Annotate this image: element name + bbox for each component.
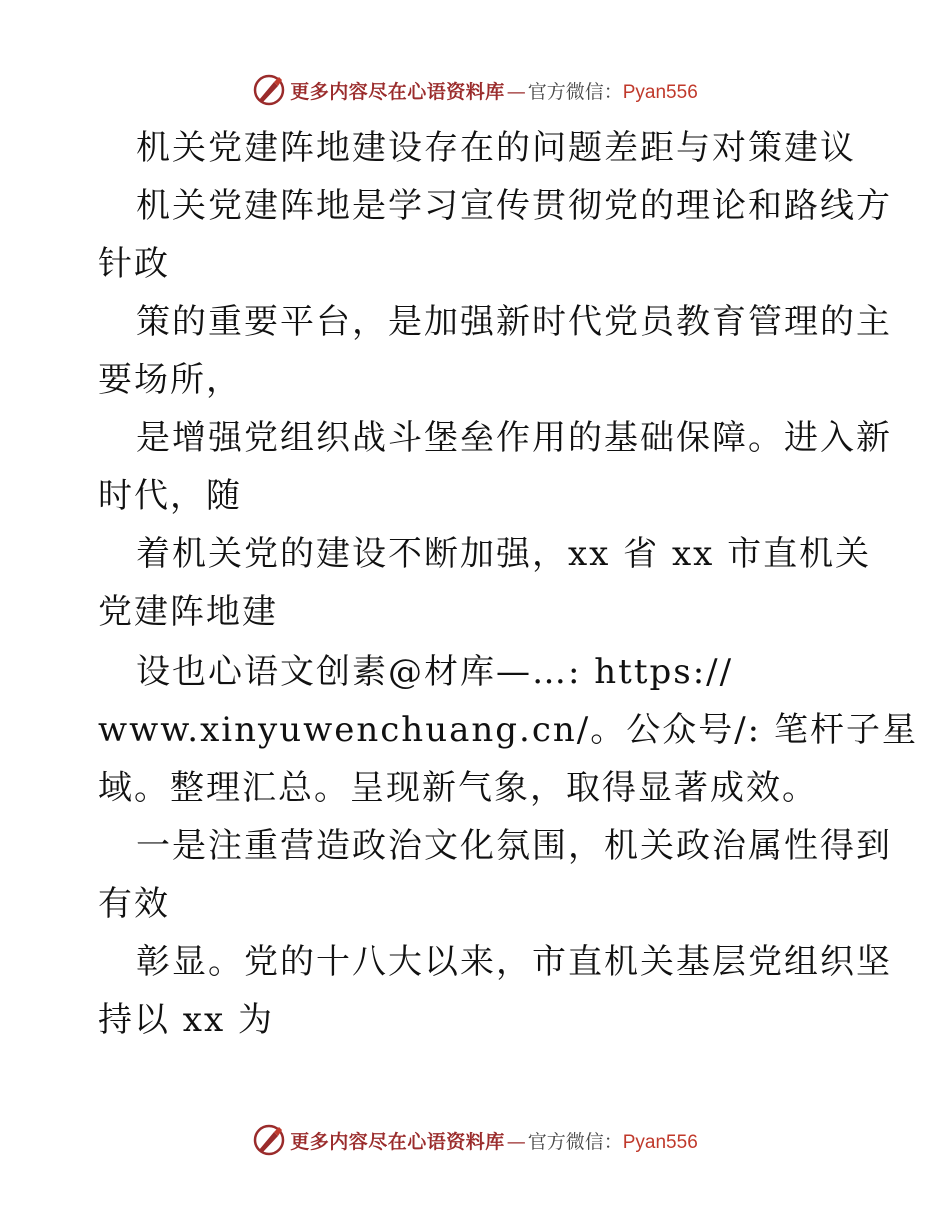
banner-wechat-id: Pyan556 <box>622 1131 698 1153</box>
banner-wechat-label: 官方微信： <box>527 1130 623 1153</box>
paragraph-line: 持以 xx 为 <box>98 1000 274 1040</box>
paragraph-line: 域。整理汇总。呈现新气象，取得显著成效。 <box>98 768 818 808</box>
pen-logo-icon <box>252 1123 286 1157</box>
paragraph-line: 要场所， <box>98 360 242 400</box>
paragraph-line: 时代，随 <box>98 476 242 516</box>
banner-dash: — <box>506 1130 526 1153</box>
banner-wechat-id: Pyan556 <box>622 81 698 103</box>
paragraph-line: 机关党建阵地是学习宣传贯彻党的理论和路线方 <box>136 186 892 226</box>
banner-site-text: 更多内容尽在心语资料库 <box>290 1130 505 1153</box>
paragraph-line: 党建阵地建 <box>98 592 278 632</box>
paragraph-line: 彰显。党的十八大以来，市直机关基层党组织坚 <box>136 942 892 982</box>
paragraph-line: 有效 <box>98 884 170 924</box>
document-title: 机关党建阵地建设存在的问题差距与对策建议 <box>136 128 856 168</box>
paragraph-line: 设也心语文创素@材库—…: https:// <box>136 652 734 692</box>
paragraph-line: www.xinyuwenchuang.cn/。公众号/: 笔杆子星 <box>98 710 918 750</box>
banner-site-text: 更多内容尽在心语资料库 <box>290 80 505 103</box>
paragraph-line: 着机关党的建设不断加强，xx 省 xx 市直机关 <box>136 534 872 574</box>
banner-wechat-label: 官方微信： <box>527 80 623 103</box>
footer-banner <box>0 1120 950 1160</box>
paragraph-line: 策的重要平台，是加强新时代党员教育管理的主 <box>136 302 892 342</box>
paragraph-line: 一是注重营造政治文化氛围，机关政治属性得到 <box>136 826 892 866</box>
banner-dash: — <box>506 80 526 103</box>
paragraph-line: 是增强党组织战斗堡垒作用的基础保障。进入新 <box>136 418 892 458</box>
paragraph-line: 针政 <box>98 244 170 284</box>
header-banner <box>0 70 950 110</box>
pen-logo-icon <box>252 73 286 107</box>
